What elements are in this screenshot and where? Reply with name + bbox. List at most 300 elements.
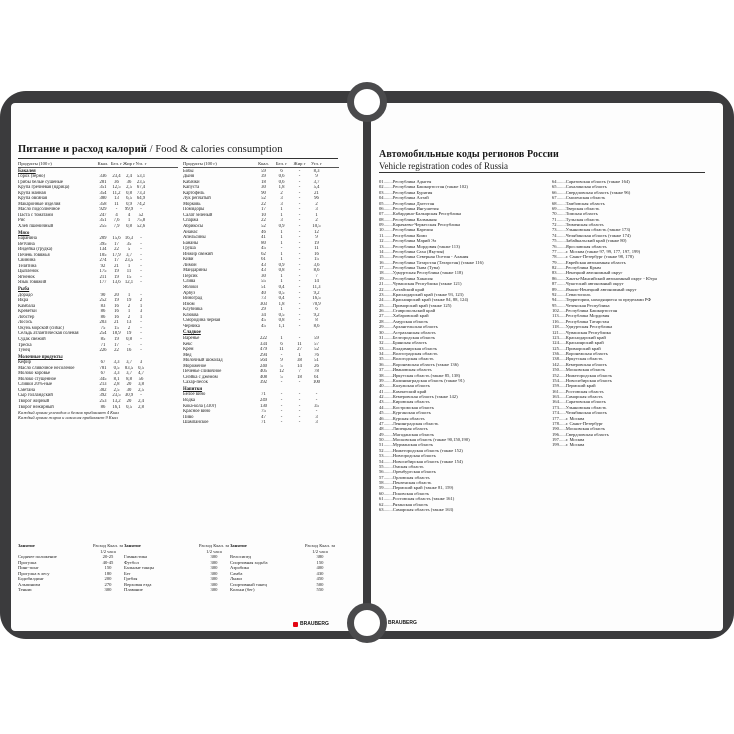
region-code-row: 33........Владимирская область <box>379 345 438 351</box>
food-value: 2,4 <box>138 398 144 404</box>
food-name: Треска <box>18 342 32 348</box>
food-value: 19 <box>114 298 119 304</box>
food-name: Груша <box>183 246 196 252</box>
exercise-kcal: 20-25 <box>102 554 114 559</box>
food-value: 11 <box>126 269 132 275</box>
food-value: - <box>298 335 301 341</box>
food-value: - <box>140 342 142 348</box>
region-code-row: 05........Республика Дагестан <box>379 200 435 206</box>
region-code-row: 138......Иркутская область <box>552 356 603 362</box>
header-cell: Продукты (100 г) <box>183 161 217 166</box>
exercise-name: Верховая езда <box>124 581 152 587</box>
food-value: 7 <box>315 273 318 279</box>
food-value: 2,8 <box>138 404 144 410</box>
food-value: - <box>298 240 301 246</box>
food-value: 1 <box>139 314 143 320</box>
food-value: - <box>280 352 283 358</box>
food-value: 9 <box>315 235 318 241</box>
food-name: Водка <box>183 397 196 403</box>
food-name: Масло подсолнечное <box>18 207 60 213</box>
food-value: 11,2 <box>112 190 121 196</box>
food-value: 211 <box>99 274 107 280</box>
food-value: 57 <box>314 341 319 347</box>
food-value: 90 <box>261 190 266 196</box>
region-code-row: 199......г. Москва <box>552 442 585 448</box>
exercise-name: Альпинизм <box>18 581 41 587</box>
food-value: 1 <box>127 309 131 315</box>
food-value: 30 <box>126 387 132 393</box>
food-value: 0,8 <box>126 190 132 196</box>
food-value: 67 <box>100 371 106 377</box>
food-row <box>183 380 339 386</box>
food-value: 17 <box>114 342 119 348</box>
food-value: 61 <box>261 257 266 263</box>
food-value: 3,7 <box>313 179 320 185</box>
region-code-row: 17........Республика Тыва (Тува) <box>379 265 440 270</box>
food-value: 8,6 <box>313 323 320 329</box>
food-value: 8 <box>315 318 318 324</box>
food-name: Варенье <box>183 335 200 341</box>
food-value: 7,6 <box>113 218 120 224</box>
food-value: 73,3 <box>136 190 146 196</box>
food-value: 11 <box>297 341 302 347</box>
food-value: 16,3 <box>124 236 134 242</box>
food-value: - <box>140 236 142 242</box>
region-code-row: 161......Ростовская область <box>552 388 604 394</box>
region-code-row: 154......Новосибирская область <box>552 377 613 383</box>
food-value: 11 <box>114 201 119 207</box>
region-code-row: 37........Ивановская область <box>379 367 432 373</box>
food-name: Молочный шоколад <box>183 358 223 364</box>
food-value: 51 <box>314 358 319 364</box>
food-value: 564 <box>259 358 268 364</box>
food-value: 392 <box>259 380 268 386</box>
food-name: Кабачки <box>183 179 200 185</box>
food-value: 12,1 <box>124 280 134 286</box>
food-value: 59 <box>261 168 266 174</box>
food-value: 0,8 <box>126 224 132 230</box>
region-code-row: 14........Республика Саха (Якутия) <box>379 248 445 254</box>
food-value: 0,5 <box>138 365 144 371</box>
food-table-1 <box>18 161 178 420</box>
food-name: Шампанское <box>183 420 209 426</box>
food-value: 1,1 <box>278 323 285 329</box>
food-name: Печенье сливочное <box>183 369 222 375</box>
exercise-kcal: 150 <box>104 565 112 570</box>
exercise-header-kcal: Расход Ккал. за 1/2 часа <box>198 543 230 554</box>
food-value: - <box>298 262 301 268</box>
food-value: 1 <box>280 279 283 285</box>
food-value: 19 <box>314 240 319 246</box>
region-code-row: 50........Московская область (также 90,150,190) <box>379 437 470 442</box>
food-table-2 <box>183 161 339 426</box>
food-value: 2 <box>315 218 318 224</box>
exercise-kcal: 40-45 <box>102 559 114 565</box>
food-name: Лобстер <box>18 314 35 320</box>
food-value: 6 <box>315 307 318 313</box>
region-code-row: 136......Воронежская область <box>552 351 608 356</box>
region-code-row: 86........Ханты-Мансийский автономный округ - Югра <box>552 275 657 281</box>
food-value: 3,7 <box>126 371 132 377</box>
exercise-name: Пинг-понг <box>18 565 39 570</box>
region-code-row: 06........Республика Ингушетия <box>379 205 439 211</box>
food-value: 392 <box>99 393 107 399</box>
food-name: Картофель <box>183 190 205 196</box>
region-code-row: 58........Пензенская область <box>379 480 432 485</box>
food-value: - <box>280 414 283 420</box>
food-value: 21 <box>114 320 119 326</box>
food-value: 30,9 <box>124 393 134 399</box>
region-code-row: 116......Республика Татарстан <box>552 318 609 324</box>
food-value: 80 <box>261 240 266 246</box>
food-value: - <box>315 397 318 403</box>
region-code-row: 44........Костромская область <box>379 404 435 410</box>
food-name: Макаронные изделия <box>18 201 61 207</box>
food-value: - <box>298 190 301 196</box>
food-value: 303 <box>259 301 268 307</box>
region-code-row: 13........Республика Мордовия (также 113) <box>379 243 460 249</box>
food-value: 1 <box>280 251 283 257</box>
region-code-row: 19........Республика Хакасия <box>379 275 433 281</box>
food-value: 1 <box>139 303 143 309</box>
region-code-row: 164......Саратовская область <box>552 399 606 405</box>
food-name: Черника <box>183 323 200 329</box>
region-code-row: 66........Свердловская область (также 96) <box>552 189 631 195</box>
food-value: - <box>298 224 301 230</box>
food-value: 247 <box>99 212 107 218</box>
food-value: 0,4 <box>278 296 285 302</box>
food-value: - <box>140 263 142 269</box>
food-value: 26 <box>314 363 319 369</box>
region-code-row: 78........г. Санкт-Петербург (также 98, 178) <box>552 254 634 260</box>
food-name: Кефир <box>18 360 31 366</box>
food-value: 86 <box>100 314 106 320</box>
exercise-header-activity: Занятие <box>230 543 247 548</box>
food-value: 52 <box>261 196 266 202</box>
food-value: 10,5 <box>312 224 321 230</box>
food-value: - <box>298 414 301 420</box>
food-value: 74,2 <box>136 201 146 207</box>
region-code-row: 29........Архангельская область <box>379 324 438 330</box>
food-name: Мандарины <box>183 268 207 274</box>
food-value: - <box>298 201 301 207</box>
region-code-row: 27........Хабаровский край <box>379 313 429 319</box>
food-value: 354 <box>99 190 107 196</box>
food-value: 23,5 <box>112 393 121 399</box>
food-value: 70,9 <box>312 301 321 307</box>
food-value: 3 <box>280 196 283 202</box>
food-name: Киви <box>183 257 194 263</box>
food-name: Грибы белые сушеные <box>18 179 63 185</box>
food-name: Мороженое <box>183 363 207 369</box>
exercise-kcal: 380 <box>316 554 324 559</box>
exercise-name: Гребля <box>124 576 138 581</box>
food-value: 1 <box>280 307 283 313</box>
food-value: - <box>140 320 142 326</box>
food-value: 11,3 <box>312 285 321 291</box>
food-row <box>183 324 339 330</box>
food-value: 281 <box>99 179 107 185</box>
food-value: 21 <box>314 190 319 196</box>
food-name: Ягненок <box>18 274 35 280</box>
brand-logo: BRAUBERG <box>293 621 329 627</box>
food-value: 2,5 <box>113 387 120 393</box>
food-value: 1 <box>280 235 283 241</box>
exercise-name: Прогулка в лесу <box>18 570 50 576</box>
title-rule <box>18 158 338 159</box>
food-value: 929 <box>99 207 107 213</box>
region-code-row: 177......г. Москва <box>552 415 585 421</box>
food-value: 9 <box>315 174 318 180</box>
food-value: 0,9 <box>278 262 285 268</box>
food-value: 36 <box>126 179 132 185</box>
food-value: - <box>298 174 301 180</box>
binding-ring-top <box>347 82 387 122</box>
food-value: 351 <box>99 185 107 191</box>
region-code-row: 39........Калининградская область (также 91) <box>379 377 465 383</box>
food-value: 13,6 <box>112 280 121 286</box>
exercise-kcal: 300 <box>210 554 218 559</box>
food-value: - <box>298 312 301 318</box>
food-value: 67 <box>100 360 106 366</box>
food-value: 52 <box>261 224 266 230</box>
region-code-row: 74........Челябинская область (также 174) <box>552 232 631 238</box>
food-name: Рис <box>18 218 26 224</box>
food-value: - <box>298 301 301 307</box>
exercise-kcal: 400 <box>316 565 324 570</box>
exercise-header-kcal: Расход Ккал. за 1/2 часа <box>304 543 336 554</box>
food-value: - <box>298 196 301 202</box>
food-value: 0,4 <box>278 285 285 291</box>
food-value: 16,5 <box>312 296 321 302</box>
region-code-row: 08........Республика Калмыкия <box>379 216 437 222</box>
food-value: - <box>298 246 301 252</box>
brand-mark-icon <box>293 622 298 627</box>
food-value: 16 <box>114 309 119 315</box>
region-code-row: 60........Псковская область <box>379 490 430 496</box>
food-row <box>18 348 178 354</box>
food-name: Морковь <box>183 201 201 207</box>
region-code-row: 52........Нижегородская область (также 152) <box>379 447 463 453</box>
food-value: 1 <box>280 207 283 213</box>
region-code-row: 59........Пермский край (также 81, 159) <box>379 485 454 491</box>
food-value: 19 <box>114 274 119 280</box>
region-code-row: 113......Республика Мордовия <box>552 313 610 319</box>
food-table-header <box>18 161 178 168</box>
region-code-row: 70........Томская область <box>552 211 598 217</box>
food-value: 35 <box>126 241 132 247</box>
region-code-row: 31........Белгородская область <box>379 334 436 340</box>
region-code-row: 79........Еврейская автономная область <box>552 259 626 265</box>
food-value: 1,8 <box>278 185 285 191</box>
food-name: Свинина <box>18 258 36 264</box>
left-page <box>11 103 363 631</box>
food-name: Ананас <box>183 229 198 235</box>
header-cell: Ккал. <box>97 161 109 166</box>
header-cell: Ккал. <box>258 161 269 166</box>
food-value: - <box>140 269 142 275</box>
food-value: 0,6 <box>278 179 285 185</box>
food-value: - <box>298 392 301 398</box>
food-name: Телятина <box>18 263 37 269</box>
food-value: - <box>315 409 318 415</box>
food-value: - <box>298 268 301 274</box>
food-value: 3 <box>280 218 283 224</box>
food-value: 345 <box>99 376 107 382</box>
food-value: 6,5 <box>126 196 132 202</box>
exercise-name: Спортивная ходьба <box>230 559 268 565</box>
food-value: 17 <box>261 207 266 213</box>
region-code-row: 95........Чеченская Республика <box>552 302 610 308</box>
region-code-row: 41........Камчатский край <box>379 388 427 394</box>
region-codes-col-2 <box>552 179 712 448</box>
region-code-row: 63........Самарская область (также 163) <box>379 506 454 512</box>
food-value: 9,2 <box>313 290 320 296</box>
food-value: 3 <box>315 207 318 213</box>
exercise-name: Велосипед <box>230 554 252 559</box>
food-name: Камбала <box>18 303 36 309</box>
food-name: Кекс <box>183 341 193 347</box>
food-name: Яблоки <box>183 285 198 291</box>
food-value: 15 <box>114 325 119 331</box>
food-value: - <box>298 179 301 185</box>
exercise-kcal: 300 <box>210 581 218 587</box>
food-name: Творог жирный <box>18 398 50 404</box>
exercise-kcal: 300 <box>104 587 112 592</box>
food-value: 5 <box>280 363 283 369</box>
region-code-row: 30........Астраханская область <box>379 329 436 335</box>
food-value: 22 <box>261 201 266 207</box>
food-value: - <box>298 285 301 291</box>
food-value: 46 <box>261 229 266 235</box>
food-value: - <box>140 247 142 253</box>
food-value: 1 <box>280 229 283 235</box>
food-value: 3,8 <box>138 382 144 388</box>
exercise-header <box>18 543 338 554</box>
food-name: Кока-кола (330г) <box>183 403 217 409</box>
food-value: 62 <box>261 251 266 257</box>
food-name: Тунец <box>18 348 31 354</box>
food-value: 351 <box>99 218 107 224</box>
food-value: 8,3 <box>313 168 320 174</box>
food-value: 52 <box>138 212 144 218</box>
food-value: 20 <box>114 292 119 298</box>
food-value: 13 <box>114 196 119 202</box>
exercise-row <box>18 587 338 593</box>
food-value: 175 <box>99 269 107 275</box>
food-value: 0,5 <box>113 365 120 371</box>
region-code-row: 02........Республика Башкортостан (также 102) <box>379 184 468 190</box>
exercise-name: Лыжи <box>230 576 242 581</box>
food-value: 17,9 <box>112 252 121 258</box>
exercise-kcal: 550 <box>316 587 324 592</box>
food-value: 67,4 <box>136 185 146 191</box>
food-value: - <box>280 420 283 426</box>
food-value: - <box>280 403 283 409</box>
food-value: 255 <box>99 224 107 230</box>
region-code-row: 159......Пермский край <box>552 383 596 389</box>
food-row <box>18 280 178 286</box>
food-value: 8,8 <box>126 376 132 382</box>
food-value: 395 <box>99 241 107 247</box>
food-value: 226 <box>99 348 107 354</box>
food-value: 21 <box>114 263 119 269</box>
food-value: 15 <box>314 257 319 263</box>
food-value: 2,8 <box>113 382 120 388</box>
food-value: 13,2 <box>112 398 121 404</box>
food-value: 274 <box>99 258 107 264</box>
exercise-kcal: 430 <box>316 570 324 576</box>
food-value: - <box>298 296 301 302</box>
food-value: - <box>140 258 142 264</box>
region-code-row: 43........Кировская область <box>379 399 430 405</box>
food-value: - <box>298 273 301 279</box>
food-value: - <box>280 246 283 252</box>
food-value: 17 <box>114 258 119 264</box>
region-code-row: 197......г. Москва <box>552 437 585 442</box>
food-value: 408 <box>259 374 268 380</box>
food-value: - <box>140 393 142 399</box>
region-code-row: 150......Московская область <box>552 367 606 373</box>
food-value: - <box>140 207 142 213</box>
food-value: 3,6 <box>313 262 320 268</box>
food-value: 1 <box>127 218 131 224</box>
food-value: 64,9 <box>136 196 146 202</box>
food-value: 23,5 <box>136 179 146 185</box>
region-code-row: 35........Вологодская область <box>379 356 434 362</box>
food-value: - <box>298 279 301 285</box>
food-value: 11 <box>279 347 284 353</box>
food-name: Клубника <box>183 307 203 313</box>
food-value: - <box>298 420 301 426</box>
region-code-row: 55........Омская область <box>379 463 424 469</box>
region-code-row: 89........Ямало-Ненецкий автономный округ <box>552 286 637 292</box>
food-name: Лимон <box>183 262 197 268</box>
food-name: Крем <box>183 347 194 353</box>
header-cell: Жир г <box>123 161 135 166</box>
food-name: Судак свежий <box>18 336 46 342</box>
food-value: - <box>280 380 283 386</box>
region-code-row: 26........Ставропольский край <box>379 308 436 313</box>
food-value: - <box>298 318 301 324</box>
food-name: Масло сливочное несоленое <box>18 365 75 371</box>
food-value: - <box>298 409 301 415</box>
exercise-name: Бальные танцы <box>124 565 154 570</box>
food-name: Дорадо <box>18 292 33 298</box>
food-value: - <box>280 392 283 398</box>
food-value: 16 <box>114 303 119 309</box>
food-value: 1 <box>280 257 283 263</box>
food-value: 86 <box>100 309 106 315</box>
exercise-kcal: 500 <box>316 581 324 587</box>
food-value: 6 <box>280 168 283 174</box>
food-value: 14 <box>314 279 319 285</box>
food-value: - <box>298 323 301 329</box>
header-cell: Бел. г <box>275 161 288 166</box>
food-value: 9 <box>280 358 283 364</box>
region-code-row: 57........Орловская область <box>379 474 430 480</box>
food-value: 1 <box>280 335 283 341</box>
food-name: Сметана <box>18 387 35 393</box>
food-name: Молоко сгущенное <box>18 376 57 382</box>
region-code-row: 190......Московская область <box>552 426 606 432</box>
food-value: 45 <box>261 323 266 329</box>
food-value: 83 <box>100 303 106 309</box>
region-code-row: 51........Мурманская область <box>379 442 434 448</box>
food-name: Смородина черная <box>183 318 221 324</box>
food-value: 100 <box>312 380 321 386</box>
food-value: 240 <box>259 363 268 369</box>
